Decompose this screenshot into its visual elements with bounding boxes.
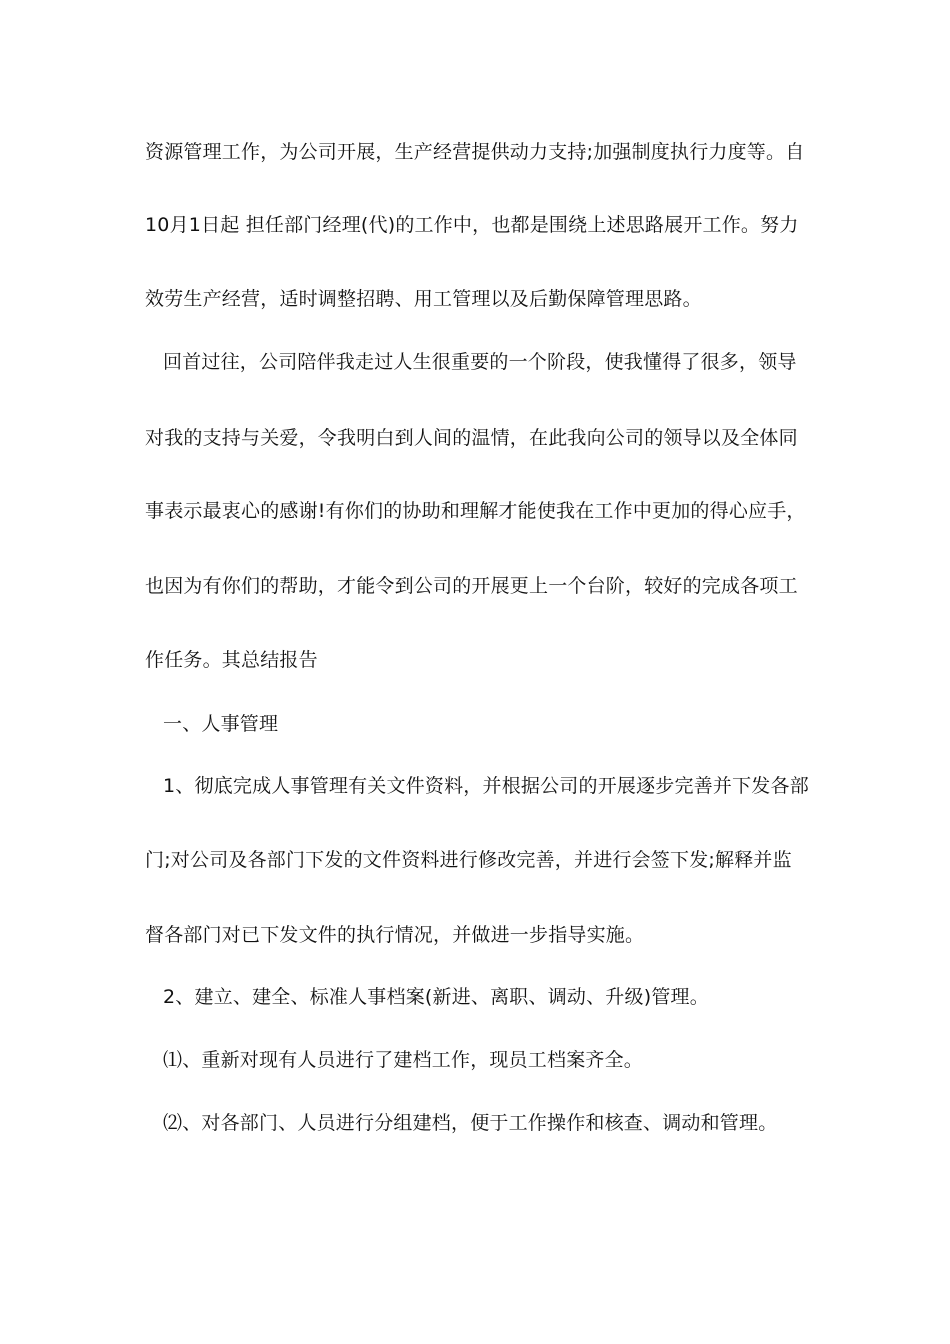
list-item: ⑵、对各部门、人员进行分组建档，便于工作操作和核查、调动和管理。 (163, 1112, 778, 1134)
paragraph-line: 对我的支持与关爱，令我明白到人间的温情，在此我向公司的领导以及全体同 (145, 427, 798, 449)
section-heading: 一、人事管理 (163, 713, 279, 735)
paragraph-line: 效劳生产经营，适时调整招聘、用工管理以及后勤保障管理思路。 (145, 288, 702, 310)
paragraph-line: 作任务。其总结报告 (145, 649, 318, 671)
paragraph-line: 回首过往，公司陪伴我走过人生很重要的一个阶段，使我懂得了很多，领导 (163, 351, 797, 373)
paragraph-line: 门;对公司及各部门下发的文件资料进行修改完善，并进行会签下发;解释并监 (145, 849, 792, 871)
paragraph-line: 1、彻底完成人事管理有关文件资料，并根据公司的开展逐步完善并下发各部 (163, 775, 809, 797)
paragraph-line: 事表示最衷心的感谢!有你们的协助和理解才能使我在工作中更加的得心应手， (145, 500, 806, 522)
paragraph-line: 10月1日起 担任部门经理(代)的工作中，也都是围绕上述思路展开工作。努力 (145, 214, 799, 236)
list-item: ⑴、重新对现有人员进行了建档工作，现员工档案齐全。 (163, 1049, 644, 1071)
paragraph-line: 也因为有你们的帮助，才能令到公司的开展更上一个台阶，较好的完成各项工 (145, 575, 798, 597)
list-item: 2、建立、建全、标准人事档案(新进、离职、调动、升级)管理。 (163, 986, 709, 1008)
paragraph-line: 资源管理工作，为公司开展，生产经营提供动力支持;加强制度执行力度等。自 (145, 141, 805, 163)
paragraph-line: 督各部门对已下发文件的执行情况，并做进一步指导实施。 (145, 924, 645, 946)
